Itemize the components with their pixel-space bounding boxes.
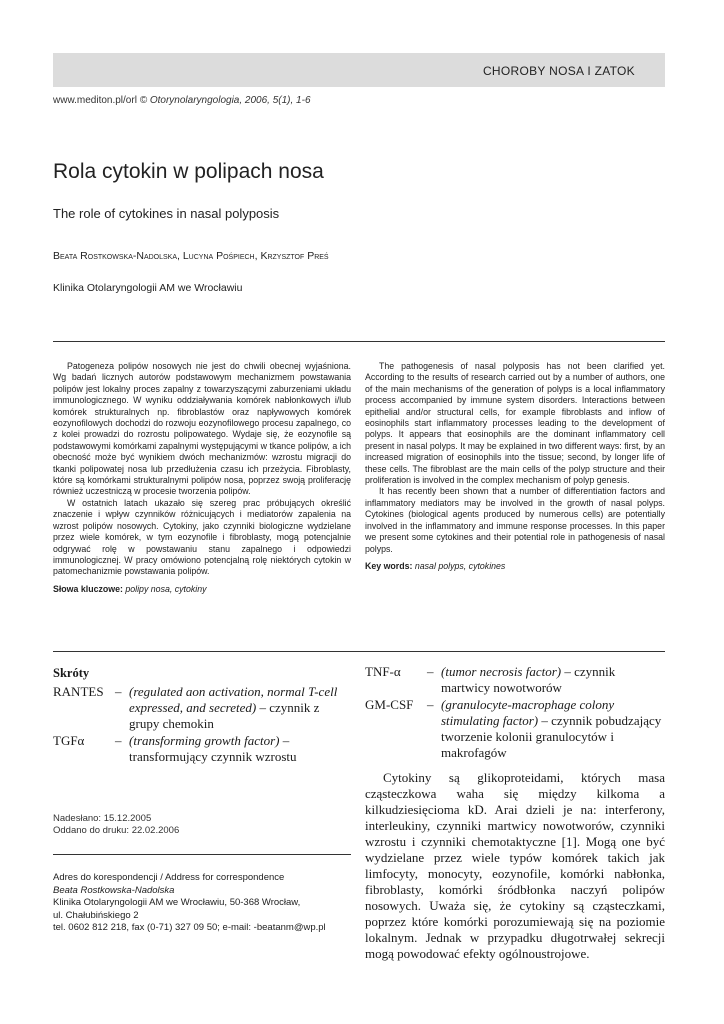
- abbreviation-definition: [441, 664, 665, 696]
- correspondence-name: Beata Rostkowska-Nadolska: [53, 884, 175, 896]
- abbreviation-dash: –: [115, 684, 122, 699]
- abbreviation-dash: –: [427, 664, 434, 679]
- abbreviation-expansion: (tumor necrosis factor): [441, 664, 562, 679]
- abbreviation-definition: [129, 684, 351, 732]
- abbreviation-meaning: – czynnik z grupy chemokin: [129, 700, 320, 731]
- abbreviation-term: RANTES: [53, 684, 104, 699]
- keywords-pl: [53, 584, 351, 595]
- correspondence-address-1: Klinika Otolaryngologii AM we Wrocławiu, 50-368 Wrocław,: [53, 897, 301, 908]
- abbreviation-expansion: (regulated aon activation, normal T-cell expressed, and secreted): [129, 684, 338, 715]
- date-accepted: Oddano do druku: 22.02.2006: [53, 825, 180, 836]
- abbreviation-dash: –: [115, 733, 122, 748]
- divider-correspondence: [53, 854, 351, 855]
- correspondence-contact: tel. 0602 812 218, fax (0-71) 327 09 50; e-mail: -beatanm@wp.pl: [53, 922, 326, 933]
- abbreviations-left: [53, 684, 351, 766]
- abstract-en-paragraph-2: It has recently been shown that a number of differentiation factors and inflammatory mediators may be involved in the growth of nasal polyps. Cytokines (biological agents produced by numerous cells) are potentially involved in the inflammatory and immune response processes. In this paper we present some cytokines and their potential role in pathogenesis of nasal polyps.: [365, 486, 665, 554]
- article-subtitle: The role of cytokines in nasal polyposis: [53, 206, 280, 221]
- abbreviation-term: TNF-α: [365, 664, 401, 679]
- abbreviation-dash: –: [427, 697, 434, 712]
- journal-reference: © Otorynolaryngologia, 2006, 5(1), 1-6: [139, 95, 311, 106]
- abbreviation-row: [53, 733, 351, 765]
- citation-line: [53, 95, 311, 106]
- abstract-polish: [53, 361, 351, 595]
- date-received: Nadesłano: 15.12.2005: [53, 813, 152, 824]
- abbreviation-term: TGFα: [53, 733, 85, 748]
- abbreviation-meaning: – czynnik pobudzający tworzenie kolonii granulocytów i makrofagów: [441, 713, 662, 760]
- divider-middle: [53, 651, 665, 652]
- keywords-en-label: Key words:: [365, 560, 413, 571]
- abstract-pl-paragraph-2: W ostatnich latach ukazało się szereg prac próbujących określić znaczenie i wpływ czynników różnicujących i mediatorów zapalenia na wzrost polipów nosowych. Cytokiny, jako czynniki biologiczne wydzielane przez wiele komórek, w tym eozynofile i fibroblasty, mogą potencjalnie odgrywać rolę w powstawaniu stanu zapalnego i odpowiedzi immunologicznej. W pracy omówiono potencjalną rolę niektórych cytokin w patomechanizmie powstawania polipów.: [53, 497, 351, 577]
- abstract-english: [365, 361, 665, 572]
- keywords-pl-label: Słowa kluczowe:: [53, 583, 123, 594]
- abbreviation-term: GM-CSF: [365, 697, 414, 712]
- abbreviation-row: [365, 697, 665, 761]
- journal-url[interactable]: www.mediton.pl/orl: [53, 95, 137, 106]
- abbreviation-row: [53, 684, 351, 732]
- abbreviations-right: [365, 664, 665, 762]
- section-title: CHOROBY NOSA I ZATOK: [482, 64, 635, 78]
- abbreviation-definition: [441, 697, 665, 761]
- section-header-bar: [53, 53, 665, 87]
- abbreviation-expansion: (transforming growth factor): [129, 733, 280, 748]
- abbreviation-meaning: – transformujący czynnik wzrostu: [129, 733, 297, 764]
- abbreviation-meaning: – czynnik martwicy nowotworów: [441, 664, 616, 695]
- abbreviation-definition: [129, 733, 351, 765]
- correspondence-block: [53, 872, 326, 935]
- article-title: Rola cytokin w polipach nosa: [53, 160, 324, 183]
- correspondence-label: Adres do korespondencji / Address for correspondence: [53, 872, 285, 883]
- abbreviations-title: Skróty: [53, 666, 90, 680]
- abbreviation-expansion: (granulocyte-macrophage colony stimulating factor): [441, 697, 615, 728]
- affiliation: Klinika Otolaryngologii AM we Wrocławiu: [53, 282, 243, 294]
- body-paragraph-1: Cytokiny są glikoproteidami, których masa cząsteczkowa waha się między kilkoma a kilkudziesięcioma kD. Arai dzieli je na: interferony, interleukiny, czynniki martwicy nowotworów, czynniki wzrostu i czynniki chemotaktyczne [1]. Mogą one być wydzielane przez wiele typów komórek takich jak limfocyty, monocyty, eozynofile, komórki nabłonka, fibroblasty, komórki śródbłonka naczyń polipów nosowych. Uważa się, że cytokiny są cząsteczkami, poprzez które komórki porozumiewają się na poziomie lokalnym. Jednak w przypadku długotrwałej sekrecji mogą powodować efekty ogólnoustrojowe.: [365, 770, 665, 961]
- keywords-pl-values: polipy nosa, cytokiny: [125, 583, 207, 594]
- submission-dates: [53, 813, 179, 837]
- divider-top: [53, 341, 665, 342]
- keywords-en: [365, 561, 665, 572]
- correspondence-address-2: ul. Chałubińskiego 2: [53, 909, 139, 921]
- abstract-en-paragraph-1: The pathogenesis of nasal polyposis has not been clarified yet. According to the results of research carried out by a number of authors, one of the main mechanisms of the generation of polyps is a local inflammatory process accompanied by immune system disorders. Interactions between epithelial and/or structural cells, for example fibroblasts and inflow of eosinophils start inflammatory processes leading to the development of polyps. It appears that eosinophils are the dominant inflammatory cell present in nasal polyps. It may be explained in two different ways: first, by an increased migration of eosinophils into the tissue; second, by longer life of these cells. The fibroblast are the main cells of the polyp structure and their proliferation is involved in the complex mechanism of polyp genesis.: [365, 361, 665, 486]
- authors: Beata Rostkowska-Nadolska, Lucyna Pośpiech, Krzysztof Preś: [53, 250, 329, 262]
- keywords-en-values: nasal polyps, cytokines: [414, 560, 506, 571]
- abbreviation-row: [365, 664, 665, 696]
- abstract-pl-paragraph-1: Patogeneza polipów nosowych nie jest do chwili obecnej wyjaśniona. Wg badań licznych autorów podstawowym mechanizmem powstawania polipów jest lokalny proces zapalny z towarzyszącymi zaburzeniami układu immunologicznego. W wyniku oddziaływania komórek nabłonkowych i/lub komórek strukturalnych np. fibroblastów oraz napływowych komórek eozynofilowych dochodzi do rozwoju eozynofilowego procesu zapalnego, co z kolei prowadzi do rozrostu polipowatego. Wydaje się, że eozynofile są podstawowymi komórkami zapalnymi występującymi w tkance polipów, a ich obecność może być wynikiem dwóch mechanizmów: wzrostu migracji do tkanki polipowatej nosa lub przedłużenia czasu ich przeżycia. Fibroblasty, które są komórkami strukturalnymi polipów nosa, poprzez swoją proliferację również uczestniczą w procesie tworzenia polipów.: [53, 361, 351, 497]
